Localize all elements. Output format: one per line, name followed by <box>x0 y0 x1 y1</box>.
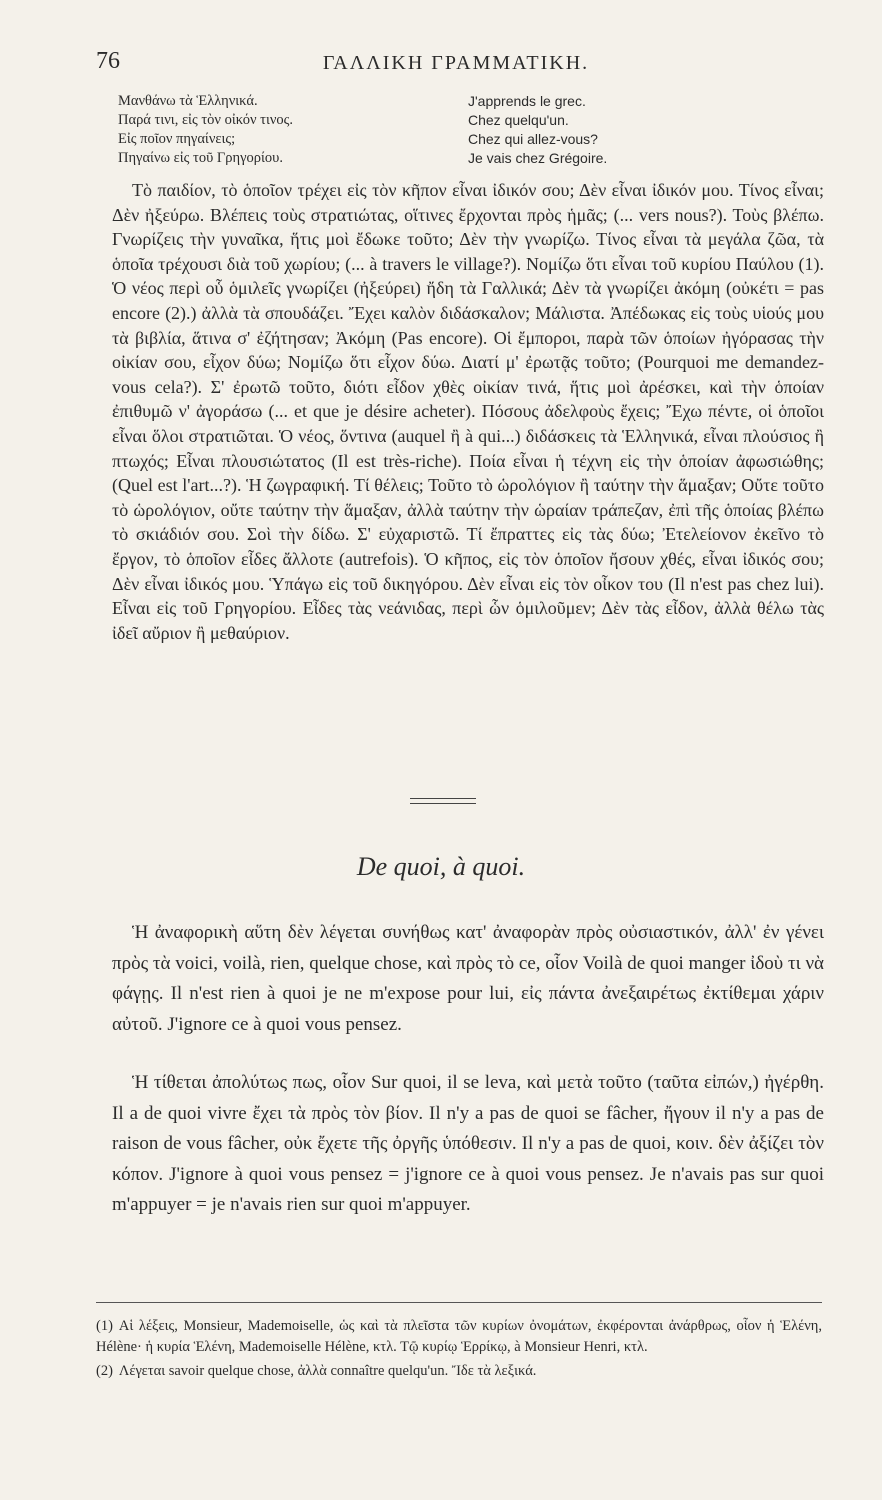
section-divider <box>410 798 476 804</box>
vocab-greek-line: Μανθάνω τὰ Ἑλληνικά. <box>118 93 258 109</box>
footnote-text: Αἱ λέξεις, Monsieur, Mademoiselle, ὡς καὶ τὰ πλεῖστα τῶν κυρίων ὀνομάτων, ἐκφέρονται ἀνάρθρως, οἷον ἡ Ἑλένη, Hélène· ἡ κυρία Ἑλένη, Mademoiselle Hélène, κτλ. Τῷ κυρίῳ Ἑρρίκῳ, à Monsieur Henri, κτλ. <box>96 1318 822 1355</box>
explanation-paragraph-1: Ἡ ἀναφορικὴ αὕτη δὲν λέγεται συνήθως κατ' ἀναφορὰν πρὸς οὐσιαστικόν, ἀλλ' ἐν γένει πρὸς τὰ voici, voilà, rien, quelque chose, καὶ πρὸς τὸ ce, οἷον Voilà de quoi manger ἰδοὺ τι νὰ φάγῃς. Il n'est rien à quoi je ne m'expose pour lui, εἰς πάντα ἀνεξαιρέτως ἐκτίθεμαι χάριν αὐτοῦ. J'ignore ce à quoi vous pensez. <box>112 922 824 1035</box>
page-number: 76 <box>96 48 120 74</box>
vocab-greek-line: Εἰς ποῖον πηγαίνεις; <box>118 131 236 147</box>
footnote <box>96 1316 822 1358</box>
vocab-greek-line: Πηγαίνω εἰς τοῦ Γρηγορίου. <box>118 150 283 166</box>
vocab-french-line: J'apprends le grec. <box>468 93 586 109</box>
running-title: ΓΑΛΛΙΚΗ ΓΡΑΜΜΑΤΙΚΗ. <box>322 52 590 74</box>
exercise-text: Τὸ παιδίον, τὸ ὁποῖον τρέχει εἰς τὸν κῆπον εἶναι ἰδικόν σου; Δὲν εἶναι ἰδικόν μου. Τίνος εἶναι; Δὲν ἠξεύρω. Βλέπεις τοὺς στρατιώτας, οἵτινες ἔρχονται πρὸς ἡμᾶς; (... vers nous?). Τοὺς βλέπω. Γνωρίζεις τὴν γυναῖκα, ἥτις μοὶ ἔδωκε τοῦτο; Δὲν τὴν γνωρίζω. Τίνος εἶναι τὰ μεγάλα ζῶα, τὰ ὁποῖα τρέχουσι διὰ τοῦ χωρίου; (... à travers le village?). Νομίζω ὅτι εἶναι τοῦ κυρίου Παύλου (1). Ὁ νέος περὶ οὗ ὁμιλεῖς γνωρίζει (ἠξεύρει) ἤδη τὰ Γαλλικά; Δὲν τὰ γνωρίζει ἀκόμη (οὐκέτι = pas encore (2).) ἀλλὰ τὰ σπουδάζει. Ἔχει καλὸν διδάσκαλον; Μάλιστα. Ἀπέδωκας εἰς τοὺς υἱούς μου τὰ βιβλία, ἅτινα σ' ἐζήτησαν; Ἀκόμη (Pas encore). Οἱ ἔμποροι, παρὰ τῶν ὁποίων ἠγόρασας τὴν οἰκίαν σου, εἶχον δύω; Νομίζω ὅτι εἶχον δύω. Διατί μ' ἐρωτᾷς τοῦτο; (Pourquoi me demandez-vous cela?). Σ' ἐρωτῶ τοῦτο, διότι εἶδον χθὲς οἰκίαν τινά, ἥτις μοὶ ἀρέσκει, καὶ τὴν ὁποίαν ἐπιθυμῶ ν' ἀγοράσω (... et que je désire acheter). Πόσους ἀδελφοὺς ἔχεις; Ἔχω πέντε, οἱ ὁποῖοι εἶναι ὅλοι στρατιῶται. Ὁ νέος, ὅντινα (auquel ἢ à qui...) διδάσκεις τὰ Ἑλληνικά, εἶναι πλούσιος ἢ πτωχός; Εἶναι πλουσιώτατος (Il est très-riche). Ποία εἶναι ἡ τέχνη εἰς τὴν ὁποίαν ἀφωσιώθης; (Quel est l'art...?). Ἡ ζωγραφική. Τί θέλεις; Τοῦτο τὸ ὡρολόγιον ἢ ταύτην τὴν ἅμαξαν; Οὔτε τοῦτο τὸ ὡρολόγιον, οὔτε ταύτην τὴν ἅμαξαν, ἀλλὰ ταύτην τὴν ὡραίαν τράπεζαν, ἐπὶ τῆς ὁποίας βλέπω τὸ σκιάδιόν σου. Σοὶ τὴν δίδω. Σ' εὐχαριστῶ. Τί ἔπραττες εἰς τὰς δύω; Ἐτελείονον ἐκεῖνο τὸ ἔργον, τὸ ὁποῖον εἶδες ἄλλοτε (autrefois). Ὁ κῆπος, εἰς τὸν ὁποῖον ἤσουν χθές, εἶναι ἰδικός σου; Δὲν εἶναι ἰδικός μου. Ὑπάγω εἰς τοῦ δικηγόρου. Δὲν εἶναι εἰς τὸν οἶκον του (Il n'est pas chez lui). Εἶναι εἰς τοῦ Γρηγορίου. Εἶδες τὰς νεάνιδας, περὶ ὧν ὁμιλοῦμεν; Δὲν τὰς εἶδον, ἀλλὰ θέλω τὰς ἰδεῖ αὔριον ἢ μεθαύριον. <box>112 180 824 643</box>
vocabulary-greek-column <box>118 92 448 168</box>
explanation-paragraph-2: Ἡ τίθεται ἀπολύτως πως, οἷον Sur quoi, il se leva, καὶ μετὰ τοῦτο (ταῦτα εἰπών,) ἠγέρθη. Il a de quoi vivre ἔχει τὰ πρὸς τὸν βίον. Il n'y a pas de quoi se fâcher, ἤγουν il n'y a pas de raison de vous fâcher, οὐκ ἔχετε τῆς ὀργῆς ὑπόθεσιν. Il n'y a pas de quoi, κοιν. δὲν ἀξίζει τὸν κόπον. J'ignore à quoi vous pensez = j'ignore ce à quoi vous pensez. Je n'avais pas sur quoi m'appuyer = je n'avais rien sur quoi m'appuyer. <box>112 1072 824 1215</box>
footnote-mark: (2) <box>96 1363 113 1379</box>
section-title: De quoi, à quoi. <box>356 852 526 881</box>
vocabulary-block <box>118 92 818 170</box>
page-header <box>96 48 816 82</box>
vocab-french-line: Chez qui allez-vous? <box>468 131 598 147</box>
vocabulary-french-column <box>468 92 788 168</box>
footnote <box>96 1361 822 1382</box>
vocab-french-line: Chez quelqu'un. <box>468 112 569 128</box>
footnote-mark: (1) <box>96 1318 113 1334</box>
vocab-greek-line: Παρά τινι, εἰς τὸν οἰκόν τινος. <box>118 112 294 128</box>
footnotes <box>96 1316 822 1416</box>
footnote-rule <box>96 1302 822 1303</box>
vocab-french-line: Je vais chez Grégoire. <box>468 150 608 166</box>
footnote-text: Λέγεται savoir quelque chose, ἀλλὰ connaître quelqu'un. Ἴδε τὰ λεξικά. <box>118 1363 537 1379</box>
